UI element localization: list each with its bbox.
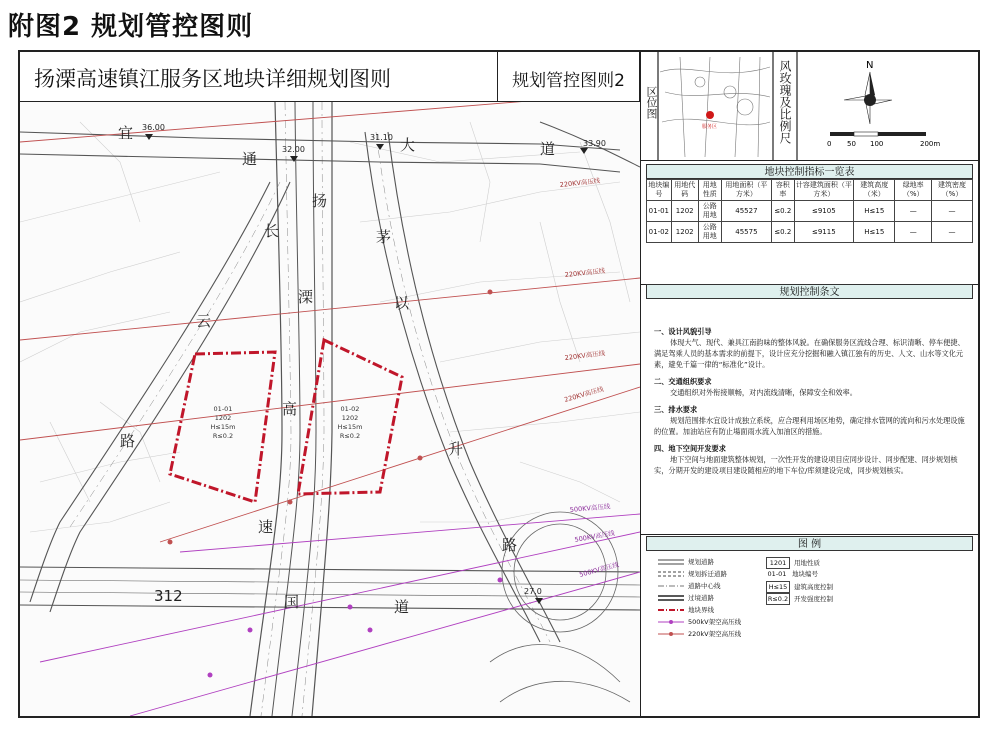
parcel-01-02-labels	[338, 405, 363, 440]
table-cell: 45575	[721, 222, 771, 243]
legend-title: 图 例	[646, 536, 973, 551]
legend-item: 过境道路	[688, 594, 714, 602]
wind-rose-label: 风玫瑰及比例尺	[778, 60, 792, 144]
table-cell: 公路用地	[698, 222, 721, 243]
power-line-label: 220KV高压线	[564, 266, 606, 279]
term-text: 地下空间与地面建筑整体规划，一次性开发的建设项目应同步设计、同步配建、同步规划核实，分期开发的建设项目建设随相应的地下车位/库须建设完成，同步规划核实。	[654, 455, 958, 475]
legend	[646, 551, 973, 671]
legend-item: H≤15 建筑高度控制	[766, 581, 833, 591]
term-text: 规划范围排水宜设计成独立系统，应合理利用场区地势，确定排水管网的流向和污水处理设施的位置。加油站应有防止場面雨水流入加油区的措施。	[654, 416, 965, 436]
scale-label: 0	[827, 140, 832, 148]
road-char: 茅	[376, 228, 392, 246]
indicator-table	[646, 179, 973, 243]
term-heading: 二、交通组织要求	[654, 377, 712, 386]
road-char: 以	[394, 294, 410, 312]
table-cell: 01-01	[647, 201, 672, 222]
plan-title-cell	[20, 52, 498, 102]
wind-rose	[844, 60, 892, 124]
plan-title: 扬溧高速镇江服务区地块详细规划图则	[34, 67, 391, 91]
panel-divider	[640, 160, 978, 161]
power-line-label: 220KV高压线	[559, 176, 601, 189]
map-area[interactable]	[20, 102, 640, 716]
parcel-height: H≤15m	[210, 423, 236, 431]
power-line-label: 500KV高压线	[573, 529, 616, 544]
site-marker-label: 服务区	[702, 124, 718, 130]
legend-item: R≤0.2 开发强度控制	[767, 595, 833, 603]
scale-label: 100	[870, 140, 884, 148]
road-char: 路	[120, 432, 136, 450]
power-line-label: 220KV高压线	[564, 349, 606, 362]
road-312-label: 312	[154, 587, 183, 605]
road-char: 路	[502, 536, 518, 554]
legend-item: 1201 用地性质	[766, 557, 820, 567]
road-char: 升	[448, 440, 464, 458]
table-header-cell: 绿地率（%）	[895, 180, 932, 201]
power-line-label: 500KV高压线	[569, 502, 611, 514]
elevation-label: 33.90	[583, 139, 606, 148]
term-heading: 四、地下空间开发要求	[654, 444, 726, 453]
road-char: 速	[258, 518, 274, 536]
table-cell: ≤9105	[794, 201, 854, 222]
table-header-cell: 用地代码	[671, 180, 698, 201]
term-heading: 三、排水要求	[654, 405, 698, 414]
legend-item: 道路中心线	[688, 582, 721, 590]
road-char: 通	[242, 150, 258, 168]
road-char: 云	[196, 312, 212, 330]
term-text: 体现大气、现代、兼具江南韵味的整体风貌。在确保服务区流线合理、标识清晰、停车便捷、满足驾乘人员的基本需求的前提下，设计应充分挖掘和融入镇江独有的历史、人文、山水等文化元素，避免千篇一律的“标准化”设计。	[654, 338, 965, 369]
site-map	[20, 102, 640, 716]
table-cell: ≤9115	[794, 222, 854, 243]
table-header-cell: 建筑高度（米）	[854, 180, 895, 201]
road-char: 国	[284, 593, 300, 611]
road-char: 道	[540, 140, 556, 158]
table-cell: —	[895, 201, 932, 222]
road-char: 溧	[298, 288, 314, 306]
table-cell: 1202	[671, 201, 698, 222]
table-header-row	[647, 180, 973, 201]
elevation-label: 27.0	[524, 587, 542, 596]
parcel-id: 01-01	[213, 405, 233, 413]
table-cell: H≤15	[854, 222, 895, 243]
sheet-name-cell	[498, 52, 640, 102]
panel-left-border	[640, 52, 641, 716]
north-label: N	[866, 60, 874, 71]
legend-item: 500kV架空高压线	[658, 617, 741, 627]
legend-item: 规划拆迁道路	[688, 570, 727, 578]
table-cell: ≤0.2	[772, 201, 794, 222]
indicator-table-title: 地块控制指标一览表	[646, 164, 973, 179]
parcel-id: 01-02	[340, 405, 360, 413]
elevation-label: 32.00	[282, 145, 305, 154]
panel-divider	[640, 534, 978, 535]
scale-label: 200m	[920, 140, 941, 148]
road-char: 高	[282, 400, 298, 418]
legend-item: 220kV架空高压线	[658, 629, 741, 639]
parcel-far: R≤0.2	[339, 432, 361, 440]
table-cell: 1202	[671, 222, 698, 243]
table-cell: 45527	[721, 201, 771, 222]
power-line-label: 500KV高压线	[578, 560, 620, 579]
table-row	[647, 222, 973, 243]
legend-item: 规划道路	[688, 558, 714, 566]
map-background	[20, 102, 640, 716]
road-char: 长	[264, 222, 280, 240]
parcel-height: H≤15m	[337, 423, 363, 431]
power-line-label: 220KV高压线	[563, 385, 605, 404]
road-char: 道	[394, 598, 410, 616]
terms-body	[654, 320, 966, 476]
table-header-cell: 用地面积（平方米）	[721, 180, 771, 201]
table-cell: —	[895, 222, 932, 243]
road-char: 大	[400, 136, 416, 154]
road-char: 扬	[312, 192, 328, 210]
parcel-far: R≤0.2	[212, 432, 234, 440]
term-heading: 一、设计风貌引导	[654, 327, 712, 336]
location-map-label: 区位图	[645, 86, 658, 119]
terms-title: 规划控制条文	[646, 284, 973, 299]
parcel-code: 1202	[341, 414, 359, 422]
table-cell: H≤15	[854, 201, 895, 222]
elevation-label: 31.10	[370, 133, 393, 142]
table-cell: —	[932, 222, 973, 243]
table-row	[647, 201, 973, 222]
site-marker	[706, 111, 714, 119]
scale-bar	[827, 132, 940, 148]
table-cell: 01-02	[647, 222, 672, 243]
table-cell: —	[932, 201, 973, 222]
parcel-code: 1202	[214, 414, 232, 422]
parcel-01-01-labels	[211, 405, 236, 440]
scale-label: 50	[847, 140, 856, 148]
table-header-cell: 容积率	[772, 180, 794, 201]
legend-item: 01-01 地块编号	[767, 570, 818, 578]
location-and-rose	[640, 52, 978, 160]
table-header-cell: 计容建筑面积（平方米）	[794, 180, 854, 201]
info-panel	[640, 52, 978, 716]
sheet-name: 规划管控图则2	[512, 71, 625, 91]
elevation-label: 36.00	[142, 123, 165, 132]
page-title: 附图2 规划管控图则	[8, 12, 254, 42]
table-header-cell: 建筑密度（%）	[932, 180, 973, 201]
table-header-cell: 用地性质	[698, 180, 721, 201]
table-cell: 公路用地	[698, 201, 721, 222]
location-map-lines	[660, 57, 770, 157]
legend-item: 地块界线	[688, 606, 714, 614]
table-header-cell: 地块编号	[647, 180, 672, 201]
term-text: 交通组织对外衔接顺畅，对内流线清晰，保障安全和效率。	[670, 388, 857, 397]
road-char: 宜	[118, 124, 134, 142]
table-cell: ≤0.2	[772, 222, 794, 243]
